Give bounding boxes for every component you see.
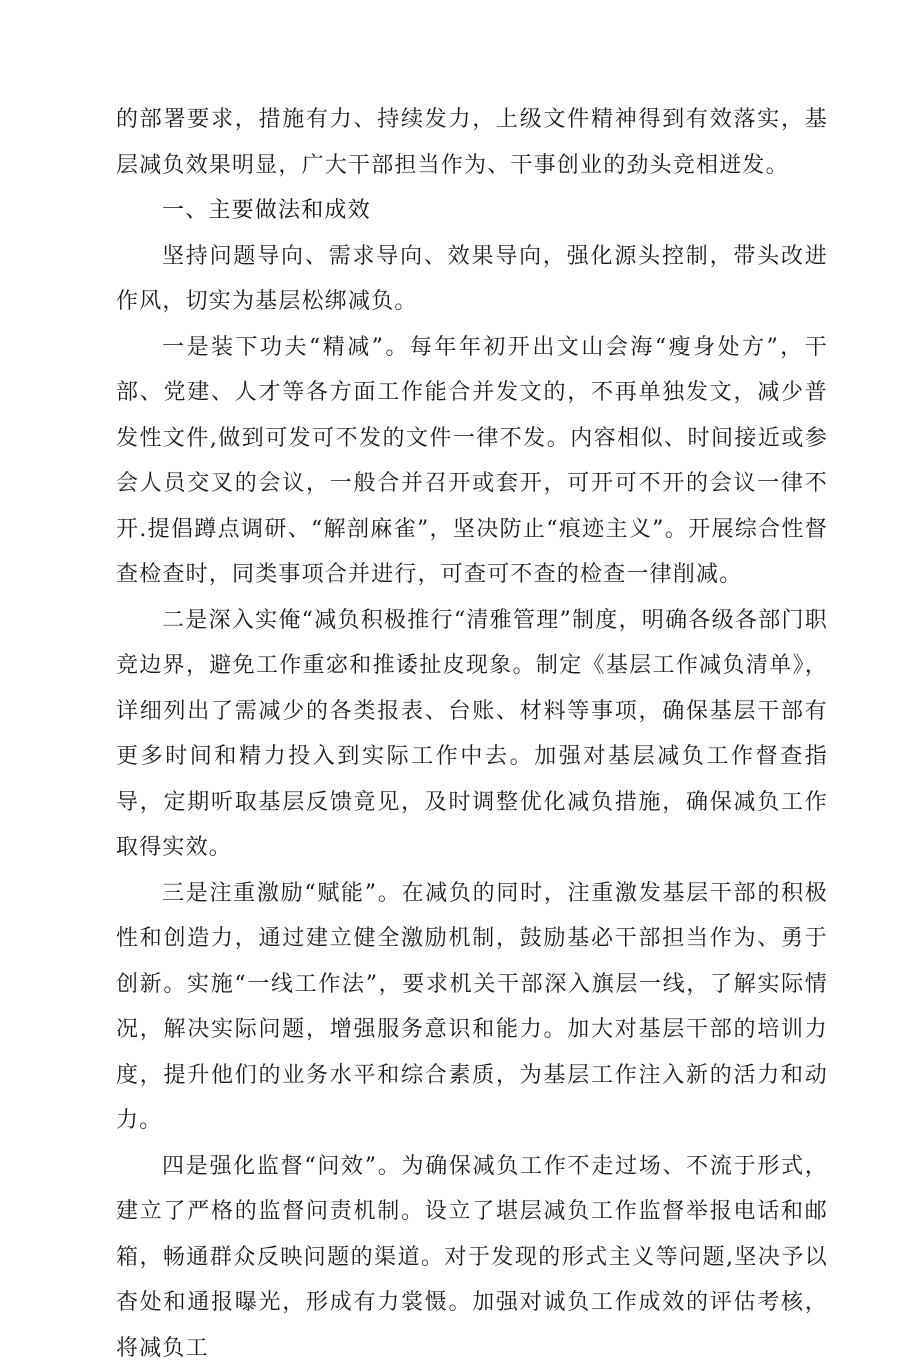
paragraph-point-four: 四是强化监督“问效”。为确保减负工作不走过场、不流于形式，建立了严格的监督问责机制。设立了堪层减负工作监督举报电话和邮箱，畅通群众反映问题的渠道。对于发现的形式主义等问题,坚决予以杳处和通报曝光，形成有力裳慑。加强对诚负工作成效的评估考核，将减负工	[116, 1144, 828, 1371]
paragraph-point-two: 二是深入实俺“减负积极推行“清雅管理”制度，明确各级各部门职竞边界，避免工作重宓和推诿扯皮现象。制定《基层工作减负清单》，详细列出了需减少的各类报表、台账、材料等事项，确保基层干部有更多时间和精力投入到实际工作中去。加强对基层减负工作督查指导，定期听取基层反馈竟见，及时调整优化减负措施，确保减负工作取得实效。	[116, 598, 828, 871]
intro-paragraph: 的部署要求，措施有力、持续发力，上级文件精神得到有效落实，基层减负效果明显，广大干部担当作为、干事创业的劲头竞相迸发。	[116, 97, 828, 188]
paragraph-point-three: 三是注重激励“赋能”。在减负的同时，注重激发基层干部的积极性和创造力，通过建立健全激励机制，鼓励基必干部担当作为、勇于创新。实施“一线工作法”，要求机关干部深入旗层一线，了解实际情况，解决实际问题，增强服务意识和能力。加大对基层干部的培训力度，提升他们的业务水平和综合素质，为基层工作注入新的活力和动力。	[116, 871, 828, 1144]
paragraph-overview: 坚持问题导向、需求导向、效果导向，强化源头控制，带头改进作风，切实为基层松绑减负。	[116, 234, 828, 325]
document-body	[116, 97, 828, 1371]
paragraph-point-one: 一是装下功夫“精减”。每年年初开出文山会海“瘦身处方”，干部、党建、人才等各方面工作能合并发文的，不再单独发文，减少普发性文件,做到可发可不发的文件一律不发。内容相似、时间接近或参会人员交叉的会议，一般合并召开或套开，可开可不开的会议一律不开.提倡蹲点调研、“解剖麻雀”，坚决防止“痕迹主义”。开展综合性督查检查时，同类事项合并进行，可查可不查的检查一律削减。	[116, 325, 828, 598]
section-heading: 一、主要做法和成效	[116, 188, 828, 234]
